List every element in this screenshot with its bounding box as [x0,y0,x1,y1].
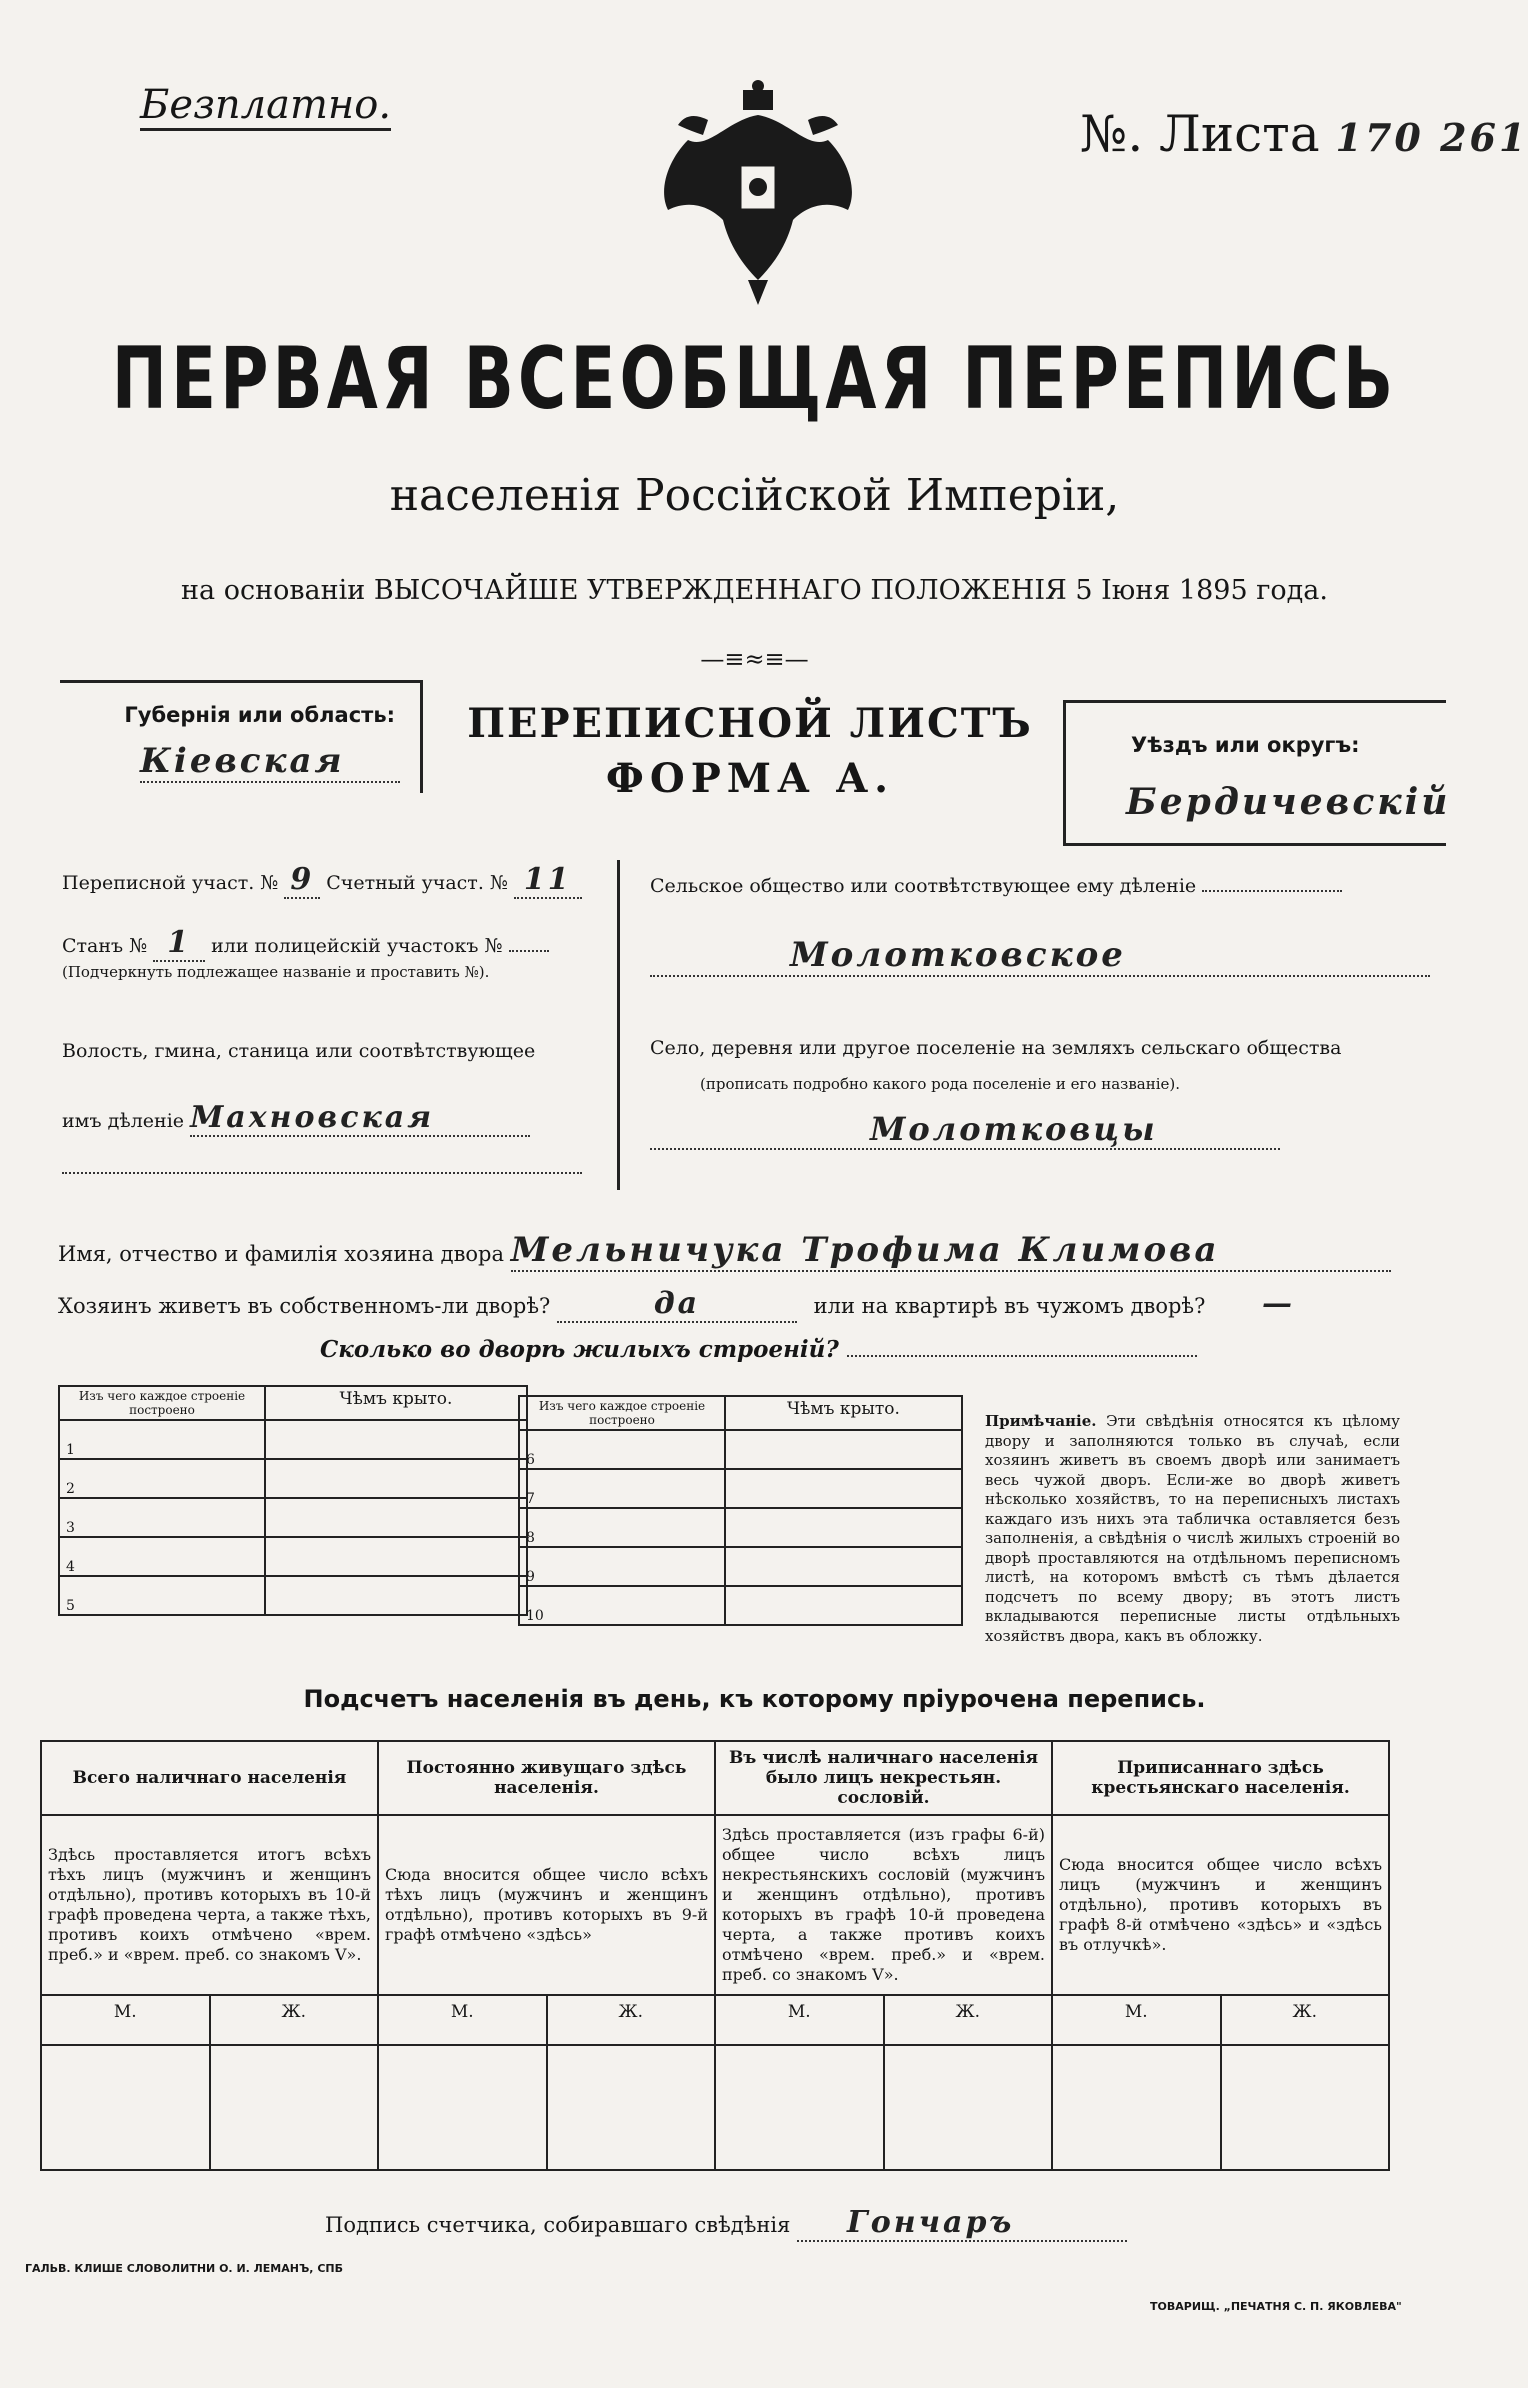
stan-value: 1 [153,925,205,962]
table-row [59,1459,527,1498]
society-label [650,875,1342,897]
female-header: Ж. [547,1995,716,2045]
male-header: М. [1052,1995,1221,2045]
value-cell [210,2045,379,2170]
page-title: ПЕРВАЯ ВСЕОБЩАЯ ПЕРЕПИСЬ [111,328,1398,429]
signature-label: Подпись счетчика, собиравшаго свѣдѣнія [325,2213,791,2237]
page-subtitle: населенія Россійской Имперіи, [389,470,1120,521]
roof-cell [725,1430,962,1469]
male-header: М. [378,1995,547,2045]
signature-row [325,2205,1127,2242]
buildings-table-right [518,1395,963,1626]
count-unit-label: Счетный участ. № [326,872,508,894]
table-row [59,1537,527,1576]
male-header: М. [715,1995,884,2045]
sheet-title: ПЕРЕПИСНОЙ ЛИСТЪ [467,700,1033,747]
society-value: Молотковское [650,935,1430,977]
eagle-icon [648,80,868,310]
note-text: Эти свѣдѣнія относятся къ цѣлому двору и заполняются только въ случаѣ, если хозяинъ живетъ въ своемъ дворѣ или занимаетъ весь чужой дворъ. Если-же во дворѣ живетъ нѣсколько хозяйствъ, то на переписныхъ листахъ каждаго изъ нихъ эта табличка оставляется безъ заполненія, а свѣдѣнія о числѣ жилыхъ строеній во дворѣ проставляются на отдѣльномъ переписномъ листѣ, на которомъ вмѣстѣ съ тѣмъ дѣлается подсчетъ по всему двору; въ этотъ листъ вкладываются переписные листы отдѣльныхъ хозяйствъ двора, какъ въ обложку. [985,1412,1400,1645]
row-number: 7 [519,1469,725,1508]
table-row [519,1547,962,1586]
col-material: Изъ чего каждое строеніе построено [59,1386,265,1420]
female-header: Ж. [1221,1995,1390,2045]
table-row [519,1508,962,1547]
roof-cell [725,1547,962,1586]
value-cell [884,2045,1053,2170]
volost-blank-line [62,1172,582,1174]
sheet-number-label: №. Листа [1080,105,1320,163]
female-header: Ж. [884,1995,1053,2045]
table-row [59,1498,527,1537]
population-table [40,1740,1390,2171]
buildings-row [320,1336,1197,1363]
uezd-label: Уѣздъ или округъ: [1131,733,1360,757]
row-number: 5 [59,1576,265,1615]
col-material: Изъ чего каждое строеніе построено [519,1396,725,1430]
gubernia-label: Губернія или область: [124,703,395,727]
society-label-text: Сельское общество или соотвѣтствующее ему дѣленіе [650,875,1197,897]
table-row [59,1576,527,1615]
printer-right: ТОВАРИЩ. „ПЕЧАТНЯ С. П. ЯКОВЛЕВА" [1150,2300,1402,2313]
uezd-box [1063,700,1451,846]
village-note: (прописать подробно какого рода поселеніе и его названіе). [700,1075,1180,1093]
note-block [985,1412,1400,1646]
underline-note: (Подчеркнуть подлежащее названіе и проставить №). [62,963,490,981]
roof-cell [725,1469,962,1508]
gubernia-box [60,680,423,793]
volost-row [62,1100,530,1137]
rent-label: или на квартирѣ въ чужомъ дворѣ? [813,1294,1206,1318]
value-cell [1221,2045,1390,2170]
signature-value: Гончаръ [797,2205,1127,2242]
value-cell [715,2045,884,2170]
printer-left: ГАЛЬВ. КЛИШЕ СЛОВОЛИТНИ О. И. ЛЕМАНЪ, СПБ [25,2262,343,2275]
row-number: 8 [519,1508,725,1547]
uezd-value: Бердичевскій [1126,781,1451,823]
pop-col-title: Въ числѣ наличнаго населенія было лицъ некрестьян. сословій. [715,1741,1052,1815]
lives-row [58,1286,1295,1323]
census-unit-value: 9 [284,862,320,899]
roof-cell [265,1576,527,1615]
count-unit-value: 11 [514,862,582,899]
row-number: 3 [59,1498,265,1537]
fields-divider [617,860,620,1190]
roof-cell [725,1586,962,1625]
roof-cell [265,1459,527,1498]
lives-label: Хозяинъ живетъ въ собственномъ-ли дворѣ? [58,1294,551,1318]
value-cell [41,2045,210,2170]
village-label: Село, деревня или другое поселеніе на земляхъ сельскаго общества [650,1037,1342,1059]
stan-label: Станъ № [62,935,148,957]
sheet-number [1080,105,1528,163]
census-unit-label: Переписной участ. № [62,872,279,894]
table-row [519,1469,962,1508]
page-title-basis: на основаніи ВЫСОЧАЙШЕ УТВЕРЖДЕННАГО ПОЛОЖЕНІЯ 5 Іюня 1895 года. [181,575,1328,606]
table-row [519,1430,962,1469]
table-row [59,1420,527,1459]
sheet-number-value: 170 261 [1335,115,1528,160]
lives-value: да [557,1286,797,1323]
pop-col-title: Всего наличнаго населенія [41,1741,378,1815]
owner-label: Имя, отчество и фамилія хозяина двора [58,1242,505,1266]
village-value: Молотковцы [650,1110,1280,1150]
row-number: 2 [59,1459,265,1498]
pop-col-desc: Здѣсь проставляется (изъ графы 6-й) общее число всѣхъ лицъ некрестьянскихъ сословій (мужчинъ и женщинъ отдѣльно), противъ которыхъ въ графѣ 10-й проведена черта, а также противъ коихъ отмѣчено «врем. преб.» и «врем. преб. со знакомъ V». [715,1815,1052,1995]
value-cell [378,2045,547,2170]
volost-value: Махновская [190,1100,530,1137]
female-header: Ж. [210,1995,379,2045]
pop-col-title: Приписаннаго здѣсь крестьянскаго населенія. [1052,1741,1389,1815]
stan-row [62,925,549,960]
value-cell [1052,2045,1221,2170]
buildings-label: Сколько во дворѣ жилыхъ строеній? [320,1336,839,1363]
census-unit-row [62,862,582,897]
volost-label-2: имъ дѣленіе [62,1110,185,1132]
row-number: 6 [519,1430,725,1469]
ornament-divider: —≡≈≡— [700,645,809,673]
owner-value: Мельничука Трофима Климова [511,1230,1391,1272]
pop-col-desc: Сюда вносится общее число всѣхъ тѣхъ лицъ (мужчинъ и женщинъ отдѣльно), противъ которыхъ въ 9-й графѣ отмѣчено «здѣсь» [378,1815,715,1995]
owner-row [58,1230,1391,1272]
male-header: М. [41,1995,210,2045]
free-label: Безплатно. [140,82,391,131]
gubernia-value: Кіевская [140,741,400,783]
form-label: ФОРМА А. [605,755,895,802]
pop-col-title: Постоянно живущаго здѣсь населенія. [378,1741,715,1815]
row-number: 1 [59,1420,265,1459]
pop-col-desc: Сюда вносится общее число всѣхъ лицъ (мужчинъ и женщинъ отдѣльно), противъ которыхъ въ графѣ 8-й отмѣчено «здѣсь» и «здѣсь въ отлучкѣ». [1052,1815,1389,1995]
col-roof: Чѣмъ крыто. [265,1386,527,1420]
table-row [519,1586,962,1625]
row-number: 4 [59,1537,265,1576]
rent-value: — [1262,1286,1296,1321]
volost-label: Волость, гмина, станица или соотвѣтствующее [62,1040,536,1062]
note-title: Примѣчаніе. [985,1412,1097,1430]
roof-cell [265,1420,527,1459]
roof-cell [265,1537,527,1576]
roof-cell [725,1508,962,1547]
police-label: или полицейскій участокъ № [211,935,503,957]
col-roof: Чѣмъ крыто. [725,1396,962,1430]
value-cell [547,2045,716,2170]
population-values-row [41,2045,1389,2170]
row-number: 10 [519,1586,725,1625]
double-headed-eagle-emblem [648,80,868,310]
row-number: 9 [519,1547,725,1586]
buildings-table-left [58,1385,528,1616]
roof-cell [265,1498,527,1537]
population-heading: Подсчетъ населенія въ день, къ которому пріурочена перепись. [303,1685,1206,1713]
pop-col-desc: Здѣсь проставляется итогъ всѣхъ тѣхъ лицъ (мужчинъ и женщинъ отдѣльно), противъ которыхъ въ 10-й графѣ проведена черта, а также тѣхъ, противъ коихъ отмѣчено «врем. преб.» и «врем. преб. со знакомъ V». [41,1815,378,1995]
